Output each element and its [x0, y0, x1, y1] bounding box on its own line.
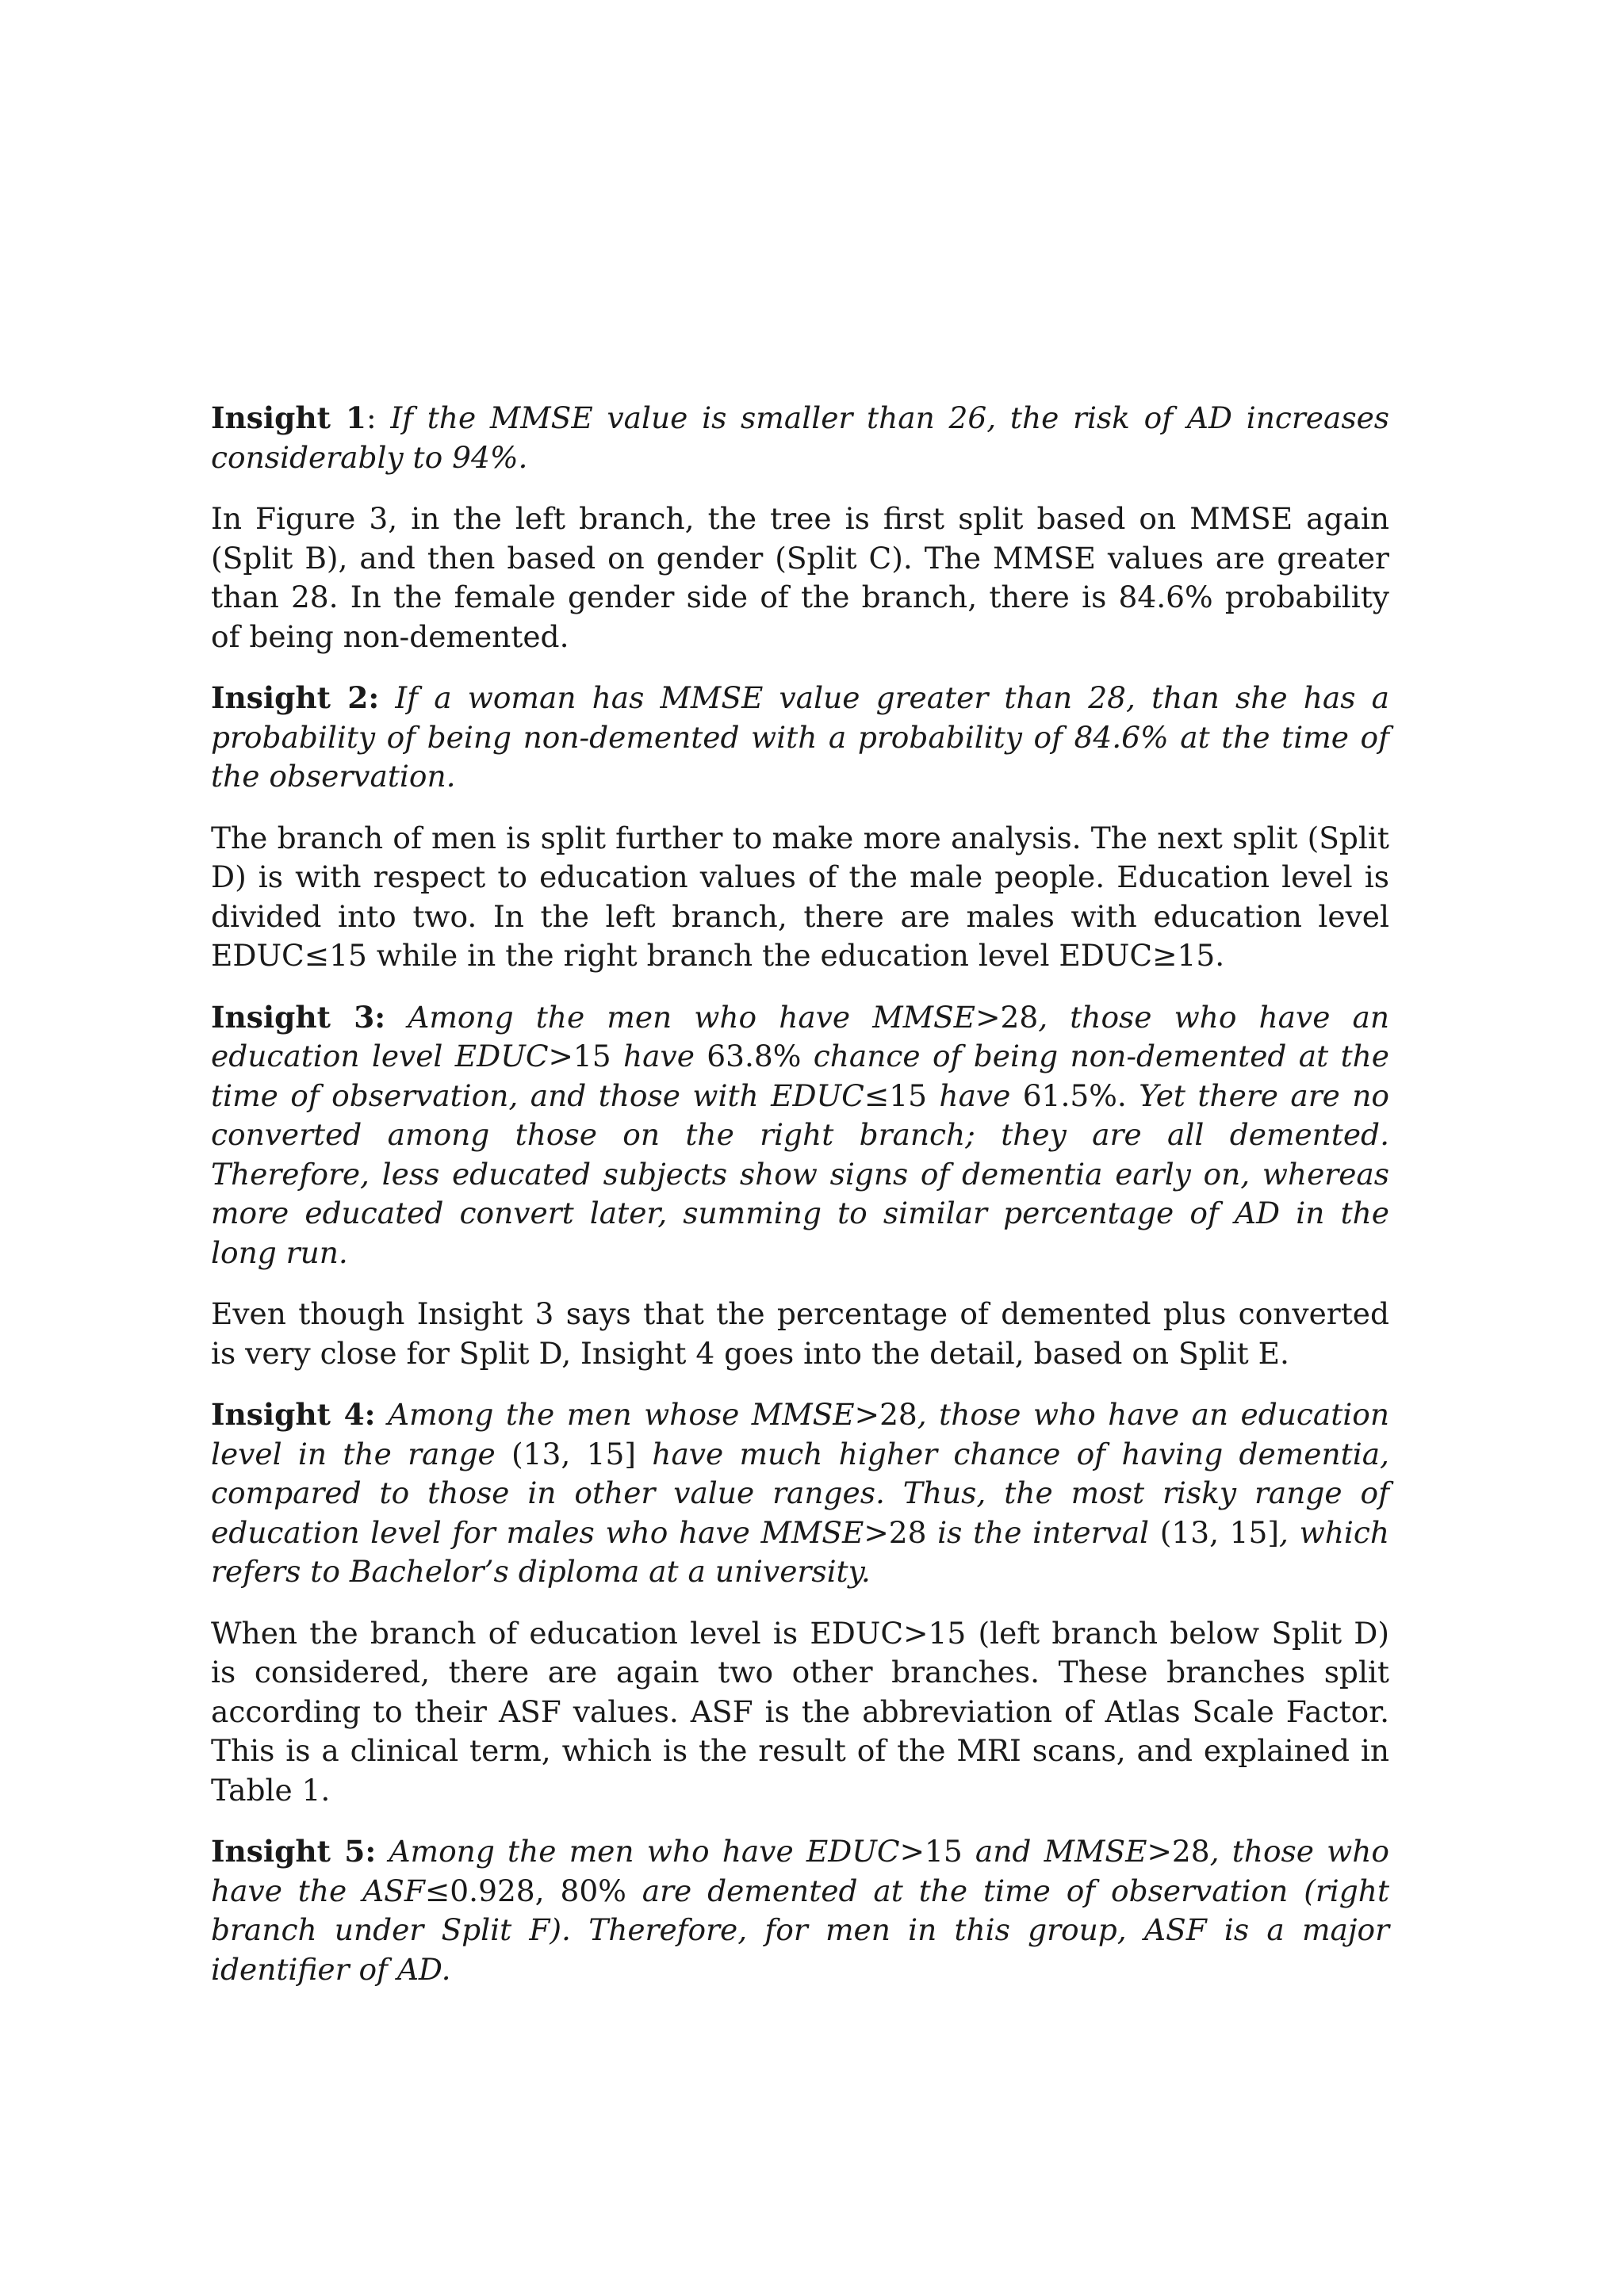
- insight-2-text: If a woman has MMSE value greater than 28, than she has a probability of being non-demented with a probability of 84.6% at the time of the observation.: [211, 680, 1389, 794]
- insight-4-label: Insight 4:: [211, 1397, 376, 1432]
- insight-3-value: 63.8%: [707, 1039, 802, 1073]
- paragraph-split-e: Even though Insight 3 says that the percentage of demented plus converted is very close for Split D, Insight 4 goes into the detail, based on Split E.: [211, 1296, 1389, 1371]
- insight-4-text: Among the men whose MMSE: [375, 1397, 855, 1432]
- insight-4-text: is the interval: [926, 1514, 1160, 1550]
- insight-4-text: , which refers to Bachelor’s diploma at a university.: [211, 1514, 1390, 1589]
- document-body: [211, 399, 1389, 2011]
- insight-5-value: >15: [899, 1834, 963, 1869]
- insight-3-text: chance of being non-demented at the time of observation, and those with EDUC: [211, 1039, 1389, 1113]
- insight-5-text: , those who have the ASF: [211, 1834, 1389, 1908]
- insight-3-value: 61.5%.: [1022, 1077, 1127, 1113]
- insight-5-value: >28: [1147, 1834, 1210, 1869]
- insight-3-label: Insight 3:: [211, 999, 386, 1035]
- paragraph-split-b-c: In Figure 3, in the left branch, the tree is first split based on MMSE again (Split B), and then based on gender (Split C). The MMSE values are greater than 28. In the female gender side of the branch, there is 84.6% probability of being non-demented.: [211, 501, 1389, 654]
- insight-4-value: >28: [864, 1514, 927, 1550]
- insight-5-text: and MMSE: [962, 1834, 1147, 1869]
- insight-3-text: Among the men who have MMSE: [385, 999, 976, 1035]
- insight-1-label: Insight 1: [211, 400, 366, 435]
- insight-3: [211, 998, 1389, 1273]
- insight-4-value: (13, 15]: [511, 1436, 636, 1471]
- insight-3-value: ≤15: [864, 1077, 927, 1113]
- insight-1-text: If the MMSE value is smaller than 26, the risk of AD increases considerably to 94%.: [211, 400, 1390, 475]
- insight-1-separator: :: [366, 400, 391, 435]
- insight-2: [211, 679, 1389, 797]
- insight-4-text: , those who have an education level in the range: [211, 1397, 1389, 1471]
- insight-4-value: (13, 15]: [1159, 1514, 1280, 1550]
- insight-1: [211, 399, 1389, 477]
- insight-5-label: Insight 5:: [211, 1834, 377, 1869]
- insight-3-value: >15: [548, 1039, 611, 1073]
- insight-3-text: , those who have an education level EDUC: [211, 999, 1389, 1073]
- insight-5-text: Among the men who have EDUC: [376, 1834, 900, 1869]
- insight-5-value: ≤0.928, 80%: [424, 1873, 626, 1908]
- paragraph-split-d: The branch of men is split further to make more analysis. The next split (Split D) is with respect to education values of the male people. Education level is divided into two. In the left branch, there are males with education level EDUC≤15 while in the right branch the education level EDUC≥15.: [211, 820, 1389, 973]
- insight-3-text: Yet there are no converted among those on the right branch; they are all demented. Therefore, less educated subjects show signs of dementia early on, whereas more educated convert later, summing to similar percentage of AD in the long run.: [211, 1077, 1389, 1270]
- insight-3-text: have: [926, 1077, 1023, 1113]
- insight-3-text: have: [611, 1039, 707, 1073]
- insight-5: [211, 1832, 1389, 1989]
- insight-4-text: have much higher chance of having dementia, compared to those in other value ranges. Thus, the most risky range of education level for males who have MMSE: [211, 1436, 1389, 1550]
- insight-2-label: Insight 2:: [211, 680, 380, 715]
- insight-4: [211, 1395, 1389, 1592]
- insight-4-value: >28: [854, 1397, 917, 1432]
- insight-3-value: >28: [975, 999, 1039, 1035]
- insight-5-text: are demented at the time of observation (right branch under Split F). Therefore, for men in this group, ASF is a major identifier of AD.: [211, 1873, 1390, 1987]
- paragraph-split-f: When the branch of education level is EDUC>15 (left branch below Split D) is considered, there are again two other branches. These branches split according to their ASF values. ASF is the abbreviation of Atlas Scale Factor. This is a clinical term, which is the result of the MRI scans, and explained in Table 1.: [211, 1615, 1389, 1808]
